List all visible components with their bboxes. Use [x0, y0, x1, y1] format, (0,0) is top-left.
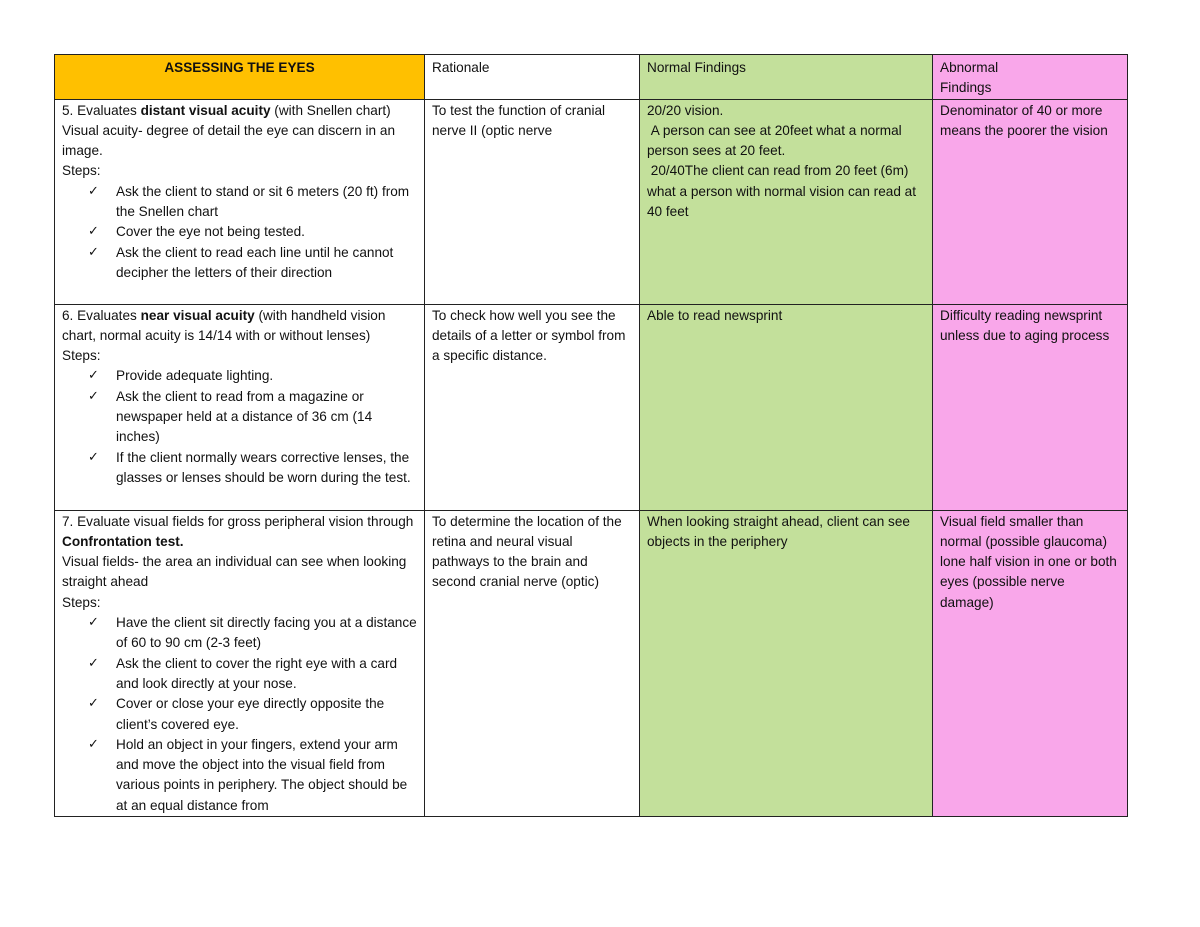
procedure-intro [62, 306, 417, 347]
intro-text: 5. Evaluates [62, 102, 141, 118]
steps-list [62, 182, 417, 283]
abnormal-findings-cell: Denominator of 40 or more means the poorer the vision [933, 99, 1128, 304]
table-row [55, 304, 1128, 510]
steps-label: Steps: [62, 163, 101, 179]
steps-list [62, 366, 417, 488]
step-item [88, 366, 417, 386]
check-icon: ✓ [88, 615, 99, 631]
header-abnormal-findings [933, 55, 1128, 100]
header-normal-findings: Normal Findings [640, 55, 933, 100]
procedure-cell [55, 99, 425, 304]
check-icon: ✓ [88, 696, 99, 712]
check-icon: ✓ [88, 368, 99, 384]
procedure-intro [62, 101, 417, 121]
rationale-cell: To test the function of cranial nerve II (optic nerve [425, 99, 640, 304]
step-item [88, 694, 417, 735]
step-text: Provide adequate lighting. [116, 368, 274, 384]
procedure-definition: Visual acuity- degree of detail the eye can discern in an image. [62, 122, 396, 159]
header-rationale: Rationale [425, 55, 640, 100]
normal-finding-text: A person can see at 20feet what a normal person sees at 20 feet. [647, 122, 906, 159]
normal-findings-cell: When looking straight ahead, client can see objects in the periphery [640, 510, 933, 816]
check-icon: ✓ [88, 449, 99, 465]
eye-assessment-table [54, 54, 1128, 817]
abnormal-findings-cell: Visual field smaller than normal (possible glaucoma) lone half vision in one or both eyes (possible nerve damage) [933, 510, 1128, 816]
procedure-definition: Visual fields- the area an individual can see when looking straight ahead [62, 554, 407, 590]
intro-text: 6. Evaluates [62, 307, 141, 323]
step-item [88, 735, 417, 816]
step-item [88, 613, 417, 654]
table-row [55, 510, 1128, 816]
step-item [88, 387, 417, 448]
table-header-row [55, 55, 1128, 100]
step-item [88, 654, 417, 695]
step-text: Ask the client to stand or sit 6 meters (20 ft) from the Snellen chart [116, 183, 410, 220]
step-text: Have the client sit directly facing you at a distance of 60 to 90 cm (2-3 feet) [116, 615, 417, 651]
normal-findings-cell: Able to read newsprint [640, 304, 933, 510]
step-text: Ask the client to read each line until he cannot decipher the letters of their direction [116, 244, 394, 280]
header-abnormal-line1: Abnormal [940, 60, 999, 75]
step-text: Ask the client to cover the right eye with a card and look directly at your nose. [116, 655, 398, 691]
check-icon: ✓ [88, 736, 99, 752]
step-text: Cover or close your eye directly opposite the client’s covered eye. [116, 696, 385, 732]
rationale-cell: To check how well you see the details of a letter or symbol from a specific distance. [425, 304, 640, 510]
step-text: If the client normally wears corrective lenses, the glasses or lenses should be worn during the test. [116, 449, 411, 485]
abnormal-findings-cell: Difficulty reading newsprint unless due to aging process [933, 304, 1128, 510]
steps-label: Steps: [62, 594, 101, 610]
steps-label: Steps: [62, 348, 101, 364]
check-icon: ✓ [88, 183, 99, 199]
normal-finding-text: 20/40The client can read from 20 feet (6m) what a person with normal vision can read at 40 feet [647, 163, 920, 220]
step-text: Hold an object in your fingers, extend your arm and move the object into the visual field from various points in periphery. The object should be at an equal distance from [116, 736, 408, 813]
procedure-cell [55, 510, 425, 816]
step-item [88, 243, 417, 284]
intro-bold-text: Confrontation test. [62, 533, 184, 549]
intro-text: 7. Evaluate visual fields for gross peripheral vision through [62, 513, 414, 529]
check-icon: ✓ [88, 224, 99, 240]
step-item [88, 448, 417, 489]
header-assessing-the-eyes: ASSESSING THE EYES [55, 55, 425, 100]
document-page [54, 54, 1127, 817]
intro-bold-text: distant visual acuity [140, 102, 271, 118]
procedure-intro [62, 512, 417, 553]
check-icon: ✓ [88, 655, 99, 671]
table-row [55, 99, 1128, 304]
check-icon: ✓ [88, 244, 99, 260]
check-icon: ✓ [88, 388, 99, 404]
step-item [88, 182, 417, 223]
intro-text: (with handheld vision chart, normal acuity is 14/14 with or without lenses) [62, 307, 386, 343]
header-abnormal-line2: Findings [940, 80, 992, 96]
procedure-cell [55, 304, 425, 510]
steps-list [62, 613, 417, 816]
step-text: Cover the eye not being tested. [116, 224, 305, 240]
normal-findings-cell [640, 99, 933, 304]
rationale-cell: To determine the location of the retina and neural visual pathways to the brain and second cranial nerve (optic) [425, 510, 640, 816]
intro-text: (with Snellen chart) [270, 102, 391, 118]
step-item [88, 222, 417, 242]
step-text: Ask the client to read from a magazine or newspaper held at a distance of 36 cm (14 inches) [116, 388, 373, 445]
intro-bold-text: near visual acuity [140, 307, 255, 323]
normal-finding-text: 20/20 vision. [647, 102, 724, 118]
